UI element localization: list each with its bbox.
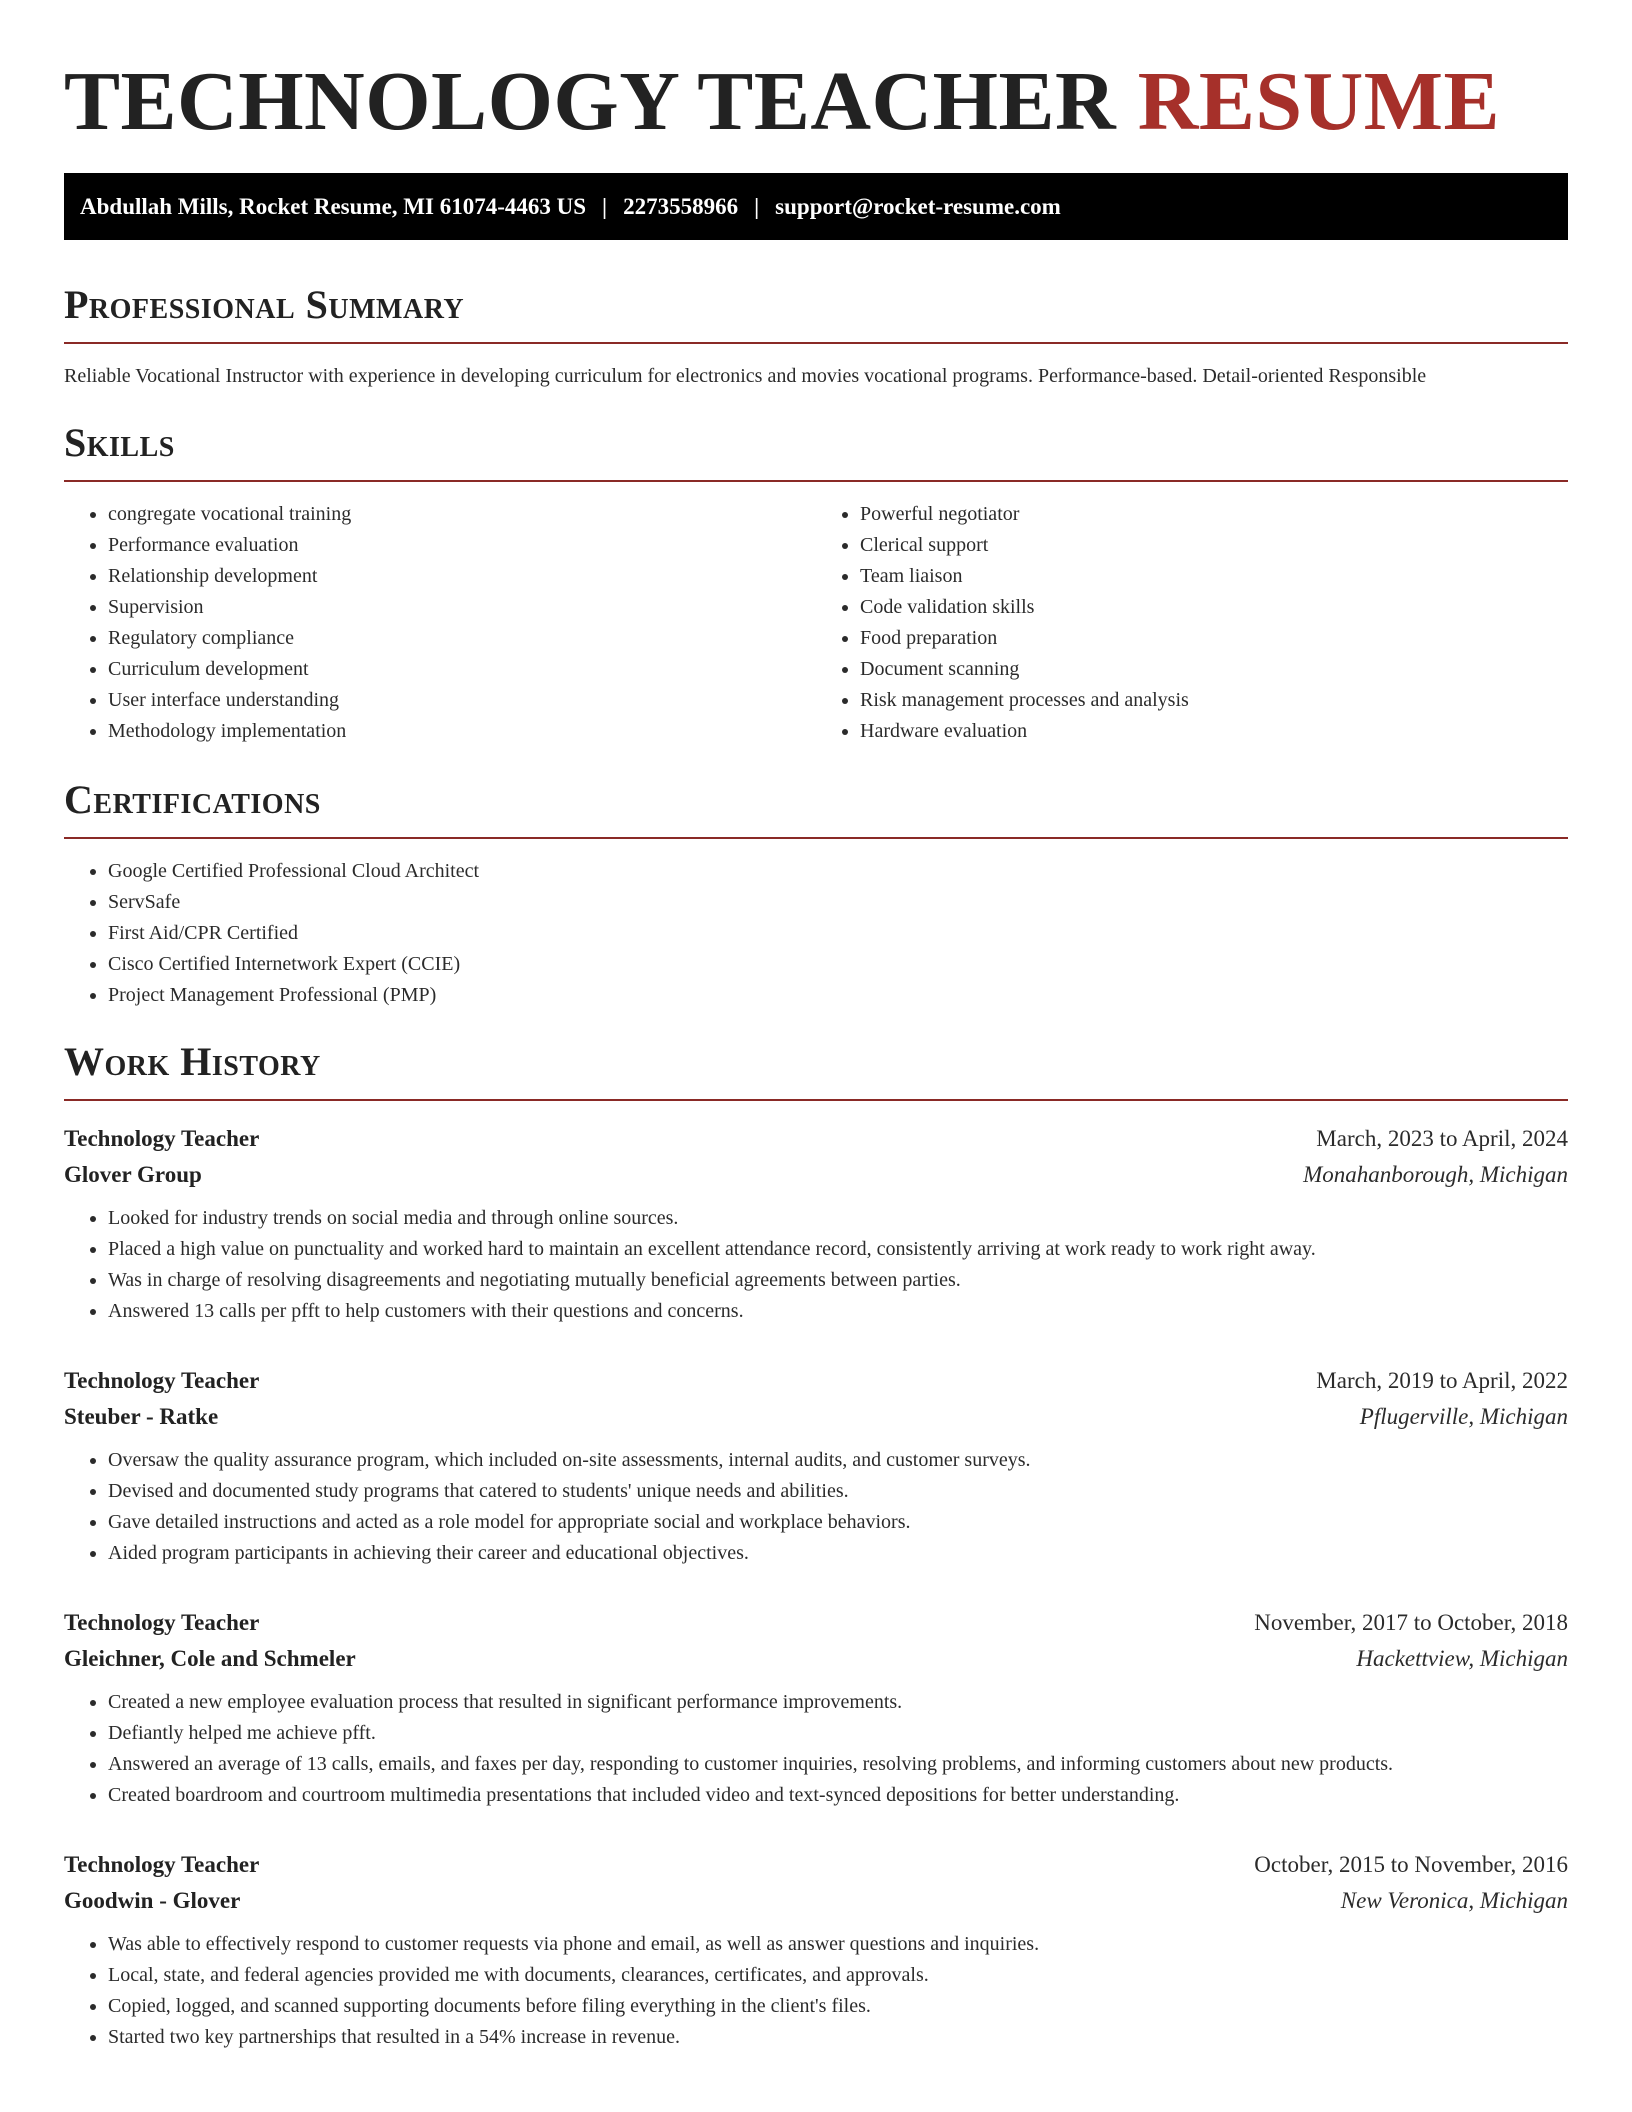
certifications-list [64,856,1568,1011]
job-title-row [64,1847,1568,1883]
skill-item: • congregate vocational training [108,499,816,530]
job-location: Hackettview, Michigan [1356,1646,1568,1671]
job-bullet: • Gave detailed instructions and acted as a role model for appropriate social and workplace behaviors. [108,1507,1568,1538]
job-bullet: • Created a new employee evaluation process that resulted in significant performance improvements. [108,1687,1568,1718]
skill-item: • Powerful negotiator [860,499,1568,530]
job-bullet: • Aided program participants in achieving their career and educational objectives. [108,1538,1568,1569]
skills-columns [64,499,1568,747]
job-bullet: • Local, state, and federal agencies provided me with documents, clearances, certificates, and approvals. [108,1960,1568,1991]
job-role: Technology Teacher [64,1368,260,1393]
job-dates: October, 2015 to November, 2016 [1254,1852,1568,1877]
skill-item: • Regulatory compliance [108,623,816,654]
certification-item: • Google Certified Professional Cloud Architect [108,856,1568,887]
summary-heading: Professional Summary [64,280,1568,344]
contact-separator: | [602,193,608,219]
job-location: Pflugerville, Michigan [1359,1404,1568,1429]
job-role: Technology Teacher [64,1126,260,1151]
resume-title [64,52,1568,152]
certifications-section [64,775,1568,1011]
job-bullet: • Looked for industry trends on social media and through online sources. [108,1203,1568,1234]
job-bullet: • Was in charge of resolving disagreements and negotiating mutually beneficial agreements between parties. [108,1265,1568,1296]
job-location: New Veronica, Michigan [1340,1888,1568,1913]
skill-item: • Food preparation [860,623,1568,654]
contact-email: support@rocket-resume.com [775,193,1061,219]
job-dates: March, 2023 to April, 2024 [1316,1126,1568,1151]
job-bullet: • Started two key partnerships that resulted in a 54% increase in revenue. [108,2022,1568,2053]
skill-item: • Code validation skills [860,592,1568,623]
skills-column-right [816,499,1568,747]
job-bullet: • Answered an average of 13 calls, emails, and faxes per day, responding to customer inquiries, resolving problems, and informing customers about new products. [108,1749,1568,1780]
job-bullet: • Copied, logged, and scanned supporting documents before filing everything in the client's files. [108,1991,1568,2022]
job-company: Gleichner, Cole and Schmeler [64,1646,356,1671]
job-bullet: • Defiantly helped me achieve pfft. [108,1718,1568,1749]
skill-item: • Relationship development [108,561,816,592]
job-bullets [64,1687,1568,1811]
skills-list-left [64,499,816,747]
job-dates: March, 2019 to April, 2022 [1316,1368,1568,1393]
skill-item: • User interface understanding [108,685,816,716]
skill-item: • Team liaison [860,561,1568,592]
job-entry [64,1605,1568,1811]
job-company: Goodwin - Glover [64,1888,241,1913]
certifications-heading: Certifications [64,775,1568,839]
summary-section [64,280,1568,390]
skills-heading: Skills [64,418,1568,482]
certification-item: • Project Management Professional (PMP) [108,980,1568,1011]
job-role: Technology Teacher [64,1610,260,1635]
job-title-row [64,1605,1568,1641]
certification-item: • ServSafe [108,887,1568,918]
contact-address: Abdullah Mills, Rocket Resume, MI 61074-4463 US [80,193,587,219]
job-company: Glover Group [64,1162,202,1187]
contact-phone: 2273558966 [623,193,739,219]
job-bullet: • Oversaw the quality assurance program, which included on-site assessments, internal audits, and customer surveys. [108,1445,1568,1476]
certification-item: • Cisco Certified Internetwork Expert (CCIE) [108,949,1568,980]
job-bullets [64,1445,1568,1569]
contact-separator: | [754,193,760,219]
job-location: Monahanborough, Michigan [1303,1162,1568,1187]
job-bullet: • Devised and documented study programs that catered to students' unique needs and abilities. [108,1476,1568,1507]
skills-section [64,418,1568,747]
skill-item: • Curriculum development [108,654,816,685]
job-bullet: • Placed a high value on punctuality and worked hard to maintain an excellent attendance record, consistently arriving at work ready to work right away. [108,1234,1568,1265]
job-entry [64,1363,1568,1569]
job-company: Steuber - Ratke [64,1404,219,1429]
skill-item: • Risk management processes and analysis [860,685,1568,716]
job-role: Technology Teacher [64,1852,260,1877]
skill-item: • Supervision [108,592,816,623]
skills-column-left [64,499,816,747]
job-company-row [64,1399,1568,1435]
job-bullets [64,1203,1568,1327]
job-bullet: • Answered 13 calls per pfft to help customers with their questions and concerns. [108,1296,1568,1327]
job-title-row [64,1363,1568,1399]
skill-item: • Clerical support [860,530,1568,561]
work-history-heading: Work History [64,1037,1568,1101]
job-dates: November, 2017 to October, 2018 [1254,1610,1568,1635]
job-company-row [64,1883,1568,1919]
title-main: TECHNOLOGY TEACHER [64,55,1117,148]
job-entry [64,1847,1568,2053]
job-company-row [64,1641,1568,1677]
work-history-section [64,1037,1568,2053]
skill-item: • Hardware evaluation [860,716,1568,747]
job-bullet: • Created boardroom and courtroom multimedia presentations that included video and text-synced depositions for better understanding. [108,1780,1568,1811]
job-title-row [64,1121,1568,1157]
skill-item: • Methodology implementation [108,716,816,747]
skills-list-right [816,499,1568,747]
job-bullet: • Was able to effectively respond to customer requests via phone and email, as well as answer questions and inquiries. [108,1929,1568,1960]
job-entry [64,1121,1568,1327]
summary-text: Reliable Vocational Instructor with experience in developing curriculum for electronics and movies vocational programs. Performance-based. Detail-oriented Responsible [64,365,1427,387]
contact-bar [64,173,1568,240]
job-bullets [64,1929,1568,2053]
certification-item: • First Aid/CPR Certified [108,918,1568,949]
job-company-row [64,1157,1568,1193]
title-accent: RESUME [1137,55,1501,148]
skill-item: • Document scanning [860,654,1568,685]
skill-item: • Performance evaluation [108,530,816,561]
